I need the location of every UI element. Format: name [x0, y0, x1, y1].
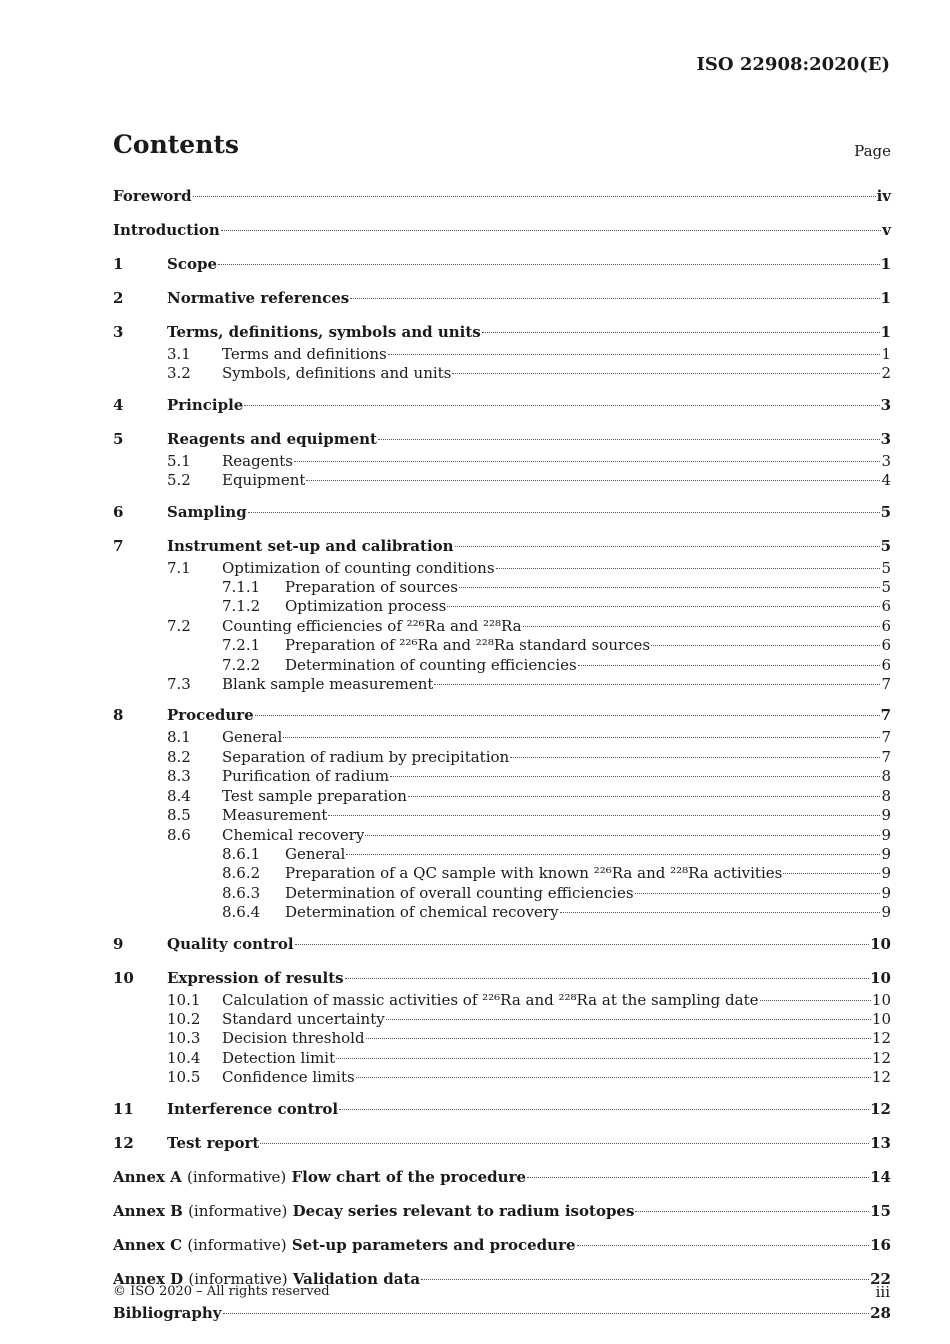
- toc-entry-page: 28: [870, 1303, 891, 1322]
- toc-entry-title: Terms, definitions, symbols and units: [167, 323, 481, 341]
- toc-entry[interactable]: [113, 471, 891, 490]
- toc-entry-page: 8: [881, 767, 891, 786]
- toc-entry-number: 8.5: [167, 806, 191, 825]
- toc-entry-number: 7.2.1: [222, 636, 261, 655]
- toc-entry-number: 3.2: [167, 364, 191, 383]
- toc-entry[interactable]: [113, 932, 891, 957]
- toc-entry[interactable]: [113, 252, 891, 277]
- toc-leader-dots: [390, 776, 880, 777]
- annex-title: Decay series relevant to radium isotopes: [292, 1201, 635, 1220]
- toc-entry[interactable]: [113, 286, 891, 311]
- toc-entry-number: 8: [113, 706, 124, 725]
- toc-entry-title: Bibliography: [113, 1303, 222, 1322]
- toc-leader-dots: [294, 461, 880, 462]
- toc-leader-dots: [248, 512, 880, 513]
- toc-entry[interactable]: [113, 636, 891, 655]
- toc-leader-dots: [578, 665, 881, 666]
- toc-entry-number: 4: [113, 395, 124, 414]
- toc-entry-title: Counting efficiencies of ²²⁶Ra and ²²⁸Ra: [222, 616, 522, 635]
- toc-entry-page: 9: [881, 864, 891, 883]
- toc-entry-page: 1: [880, 323, 891, 341]
- toc-entry-title: Determination of overall counting efficiencies: [285, 883, 634, 902]
- toc-leader-dots: [350, 298, 879, 299]
- toc-leader-dots: [455, 546, 880, 547]
- toc-leader-dots: [244, 405, 879, 406]
- toc-leader-dots: [421, 1279, 869, 1280]
- toc-leader-dots: [434, 684, 880, 685]
- toc-leader-dots: [346, 854, 880, 855]
- annex-label: Annex D: [113, 1269, 184, 1288]
- toc-entry-title: [113, 1233, 576, 1258]
- toc-entry-page: 10: [871, 990, 891, 1009]
- toc-entry-page: 22: [870, 1269, 891, 1288]
- toc-entry-number: 6: [113, 502, 124, 521]
- toc-entry-number: 7.1: [167, 558, 191, 577]
- toc-entry[interactable]: [113, 748, 891, 767]
- page-title: Contents: [113, 130, 240, 159]
- toc-leader-dots: [218, 264, 880, 265]
- toc-entry-page: 10: [870, 934, 891, 953]
- toc-entry-title: Normative references: [167, 289, 350, 307]
- toc-entry-number: 3.1: [167, 345, 191, 363]
- toc-entry-number: 2: [113, 289, 124, 307]
- toc-leader-dots: [459, 587, 880, 588]
- toc-entry-number: 10.4: [167, 1048, 201, 1067]
- toc-entry-number: 10.1: [167, 990, 201, 1009]
- toc-entry-page: 6: [881, 616, 891, 635]
- annex-label: Annex C: [113, 1235, 183, 1254]
- toc-leader-dots: [388, 354, 881, 355]
- toc-entry-page: 16: [870, 1235, 891, 1254]
- toc-leader-dots: [283, 737, 880, 738]
- toc-entry-number: 5: [113, 429, 124, 448]
- toc-entry-page: 3: [880, 429, 891, 448]
- toc-entry-title: Measurement: [222, 806, 328, 825]
- toc-entry-number: 5.2: [167, 471, 191, 490]
- toc-entry-number: 10: [113, 968, 134, 987]
- toc-entry[interactable]: [113, 559, 891, 578]
- toc-leader-dots: [356, 1077, 871, 1078]
- toc-entry[interactable]: [113, 845, 891, 864]
- toc-leader-dots: [523, 626, 881, 627]
- toc-entry-title: Confidence limits: [222, 1068, 355, 1087]
- toc-entry[interactable]: [113, 578, 891, 597]
- toc-entry-number: 8.1: [167, 728, 191, 747]
- toc-entry-page: 7: [881, 728, 891, 747]
- toc-entry[interactable]: [113, 903, 891, 922]
- table-of-contents: [113, 184, 891, 1326]
- toc-entry-page: 4: [881, 471, 891, 490]
- toc-entry[interactable]: [113, 452, 891, 471]
- toc-entry-number: 8.4: [167, 786, 191, 805]
- toc-entry[interactable]: [113, 991, 891, 1010]
- page-number: iii: [875, 1283, 890, 1301]
- toc-entry-title: Equipment: [222, 471, 306, 490]
- toc-entry-title: Determination of counting efficiencies: [285, 655, 577, 674]
- toc-entry-page: 12: [870, 1099, 891, 1118]
- toc-entry-title: Separation of radium by precipitation: [222, 747, 510, 766]
- toc-entry-title: Optimization process: [285, 597, 447, 616]
- toc-leader-dots: [527, 1177, 869, 1178]
- toc-entry-title: Interference control: [167, 1099, 339, 1118]
- toc-leader-dots: [336, 1058, 871, 1059]
- toc-leader-dots: [452, 373, 880, 374]
- toc-entry-title: Terms and definitions: [222, 345, 387, 363]
- toc-leader-dots: [328, 815, 880, 816]
- toc-entry[interactable]: [113, 617, 891, 636]
- toc-entry-number: 9: [113, 934, 124, 953]
- toc-entry-title: Reagents: [222, 451, 293, 470]
- toc-entry[interactable]: [113, 1010, 891, 1029]
- annex-type: (informative): [187, 1167, 287, 1186]
- toc-entry-page: 6: [881, 655, 891, 674]
- toc-entry-number: 10.2: [167, 1009, 201, 1028]
- toc-entry-title: Calculation of massic activities of ²²⁶Ra and ²²⁸Ra at the sampling date: [222, 990, 759, 1009]
- toc-entry-page: 12: [871, 1048, 891, 1067]
- page-column-label: Page: [854, 142, 891, 160]
- toc-entry-title: [113, 1199, 634, 1224]
- toc-entry[interactable]: [113, 826, 891, 845]
- toc-entry-page: 12: [871, 1029, 891, 1048]
- toc-leader-dots: [510, 757, 880, 758]
- annex-label: Annex A: [113, 1167, 182, 1186]
- toc-entry[interactable]: [113, 320, 891, 345]
- toc-leader-dots: [295, 944, 870, 945]
- toc-entry-page: 7: [881, 747, 891, 766]
- toc-entry-number: 7: [113, 536, 124, 555]
- toc-leader-dots: [408, 796, 881, 797]
- toc-entry-number: 8.3: [167, 767, 191, 786]
- toc-entry[interactable]: [113, 534, 891, 559]
- toc-entry-page: v: [882, 221, 891, 239]
- toc-entry-title: Preparation of a QC sample with known ²²⁶Ra and ²²⁸Ra activities: [285, 864, 783, 883]
- toc-entry-title: Foreword: [113, 187, 192, 205]
- toc-entry-number: 8.2: [167, 747, 191, 766]
- toc-entry-title: Test report: [167, 1133, 260, 1152]
- copyright-notice: © ISO 2020 – All rights reserved: [113, 1284, 330, 1299]
- toc-entry-number: 8.6.2: [222, 864, 261, 883]
- toc-entry[interactable]: [113, 767, 891, 786]
- toc-entry[interactable]: [113, 393, 891, 418]
- toc-entry-page: 5: [881, 578, 891, 597]
- toc-entry[interactable]: [113, 500, 891, 525]
- toc-entry-number: 8.6.4: [222, 903, 261, 922]
- toc-entry[interactable]: [113, 703, 891, 728]
- toc-entry-number: 8.6.3: [222, 883, 261, 902]
- toc-entry[interactable]: [113, 656, 891, 675]
- toc-leader-dots: [651, 645, 880, 646]
- toc-entry[interactable]: [113, 427, 891, 452]
- toc-entry[interactable]: [113, 1131, 891, 1156]
- toc-entry-page: 5: [880, 536, 891, 555]
- toc-leader-dots: [378, 439, 880, 440]
- toc-entry-number: 7.3: [167, 675, 191, 694]
- toc-entry-number: 3: [113, 323, 124, 341]
- toc-entry-page: 9: [881, 883, 891, 902]
- toc-leader-dots: [255, 715, 880, 716]
- toc-entry-page: 9: [881, 903, 891, 922]
- toc-entry-number: 7.1.1: [222, 578, 261, 597]
- toc-entry-page: 13: [870, 1133, 891, 1152]
- annex-type: (informative): [188, 1269, 288, 1288]
- annex-type: (informative): [187, 1235, 287, 1254]
- annex-label: Annex B: [113, 1201, 183, 1220]
- toc-entry-title: Symbols, definitions and units: [222, 364, 452, 383]
- toc-entry-title: Chemical recovery: [222, 825, 365, 844]
- toc-entry-page: 1: [880, 255, 891, 273]
- toc-leader-dots: [193, 196, 876, 197]
- toc-entry-title: Standard uncertainty: [222, 1009, 385, 1028]
- toc-entry-page: 5: [880, 502, 891, 521]
- toc-entry[interactable]: [113, 364, 891, 383]
- toc-entry-page: 2: [881, 364, 891, 383]
- toc-entry-number: 8.6.1: [222, 844, 261, 863]
- toc-leader-dots: [635, 1211, 869, 1212]
- toc-entry-page: 8: [881, 786, 891, 805]
- toc-entry[interactable]: [113, 864, 891, 883]
- toc-entry-page: 3: [880, 395, 891, 414]
- toc-leader-dots: [345, 978, 870, 979]
- toc-entry[interactable]: [113, 1029, 891, 1048]
- toc-entry[interactable]: [113, 1165, 891, 1190]
- toc-leader-dots: [221, 230, 881, 231]
- toc-entry[interactable]: [113, 787, 891, 806]
- toc-entry-page: 5: [881, 558, 891, 577]
- toc-entry-title: Purification of radium: [222, 767, 390, 786]
- toc-entry[interactable]: [113, 728, 891, 747]
- toc-entry-title: Procedure: [167, 706, 254, 725]
- toc-entry-page: 1: [881, 345, 891, 363]
- toc-leader-dots: [366, 1038, 871, 1039]
- toc-entry-title: Quality control: [167, 934, 294, 953]
- toc-entry-page: 6: [881, 597, 891, 616]
- toc-entry[interactable]: [113, 1068, 891, 1087]
- toc-entry-page: 12: [871, 1068, 891, 1087]
- toc-leader-dots: [496, 568, 881, 569]
- toc-entry[interactable]: [113, 218, 891, 243]
- toc-entry-page: 9: [881, 825, 891, 844]
- toc-entry-title: Preparation of sources: [285, 578, 458, 597]
- toc-entry-number: 12: [113, 1133, 134, 1152]
- annex-title: Flow chart of the procedure: [291, 1167, 527, 1186]
- toc-entry[interactable]: [113, 597, 891, 616]
- toc-entry-page: 15: [870, 1201, 891, 1220]
- toc-entry-number: 11: [113, 1099, 134, 1118]
- toc-entry-title: Instrument set-up and calibration: [167, 536, 454, 555]
- toc-entry-page: 7: [881, 675, 891, 694]
- toc-leader-dots: [306, 480, 880, 481]
- toc-entry-title: Expression of results: [167, 968, 344, 987]
- toc-leader-dots: [482, 332, 880, 333]
- toc-entry-page: 9: [881, 844, 891, 863]
- document-identifier: ISO 22908:2020(E): [696, 54, 890, 75]
- toc-entry-title: Scope: [167, 255, 218, 273]
- toc-entry-number: 7.1.2: [222, 597, 261, 616]
- toc-entry-title: General: [285, 844, 346, 863]
- toc-entry[interactable]: [113, 184, 891, 209]
- toc-entry-number: 1: [113, 255, 124, 273]
- toc-leader-dots: [365, 835, 880, 836]
- toc-entry-title: Test sample preparation: [222, 786, 407, 805]
- toc-entry-title: [113, 1165, 526, 1190]
- toc-entry-page: 3: [881, 451, 891, 470]
- toc-entry-page: 14: [870, 1167, 891, 1186]
- toc-entry-number: 10.3: [167, 1029, 201, 1048]
- toc-entry[interactable]: [113, 345, 891, 364]
- toc-leader-dots: [577, 1245, 870, 1246]
- toc-entry[interactable]: [113, 884, 891, 903]
- toc-entry[interactable]: [113, 1097, 891, 1122]
- annex-type: (informative): [188, 1201, 288, 1220]
- toc-leader-dots: [260, 1143, 869, 1144]
- toc-leader-dots: [760, 1000, 871, 1001]
- toc-entry-page: 10: [871, 1009, 891, 1028]
- toc-leader-dots: [447, 606, 880, 607]
- toc-entry-title: Determination of chemical recovery: [285, 903, 559, 922]
- toc-entry-title: Optimization of counting conditions: [222, 558, 495, 577]
- toc-entry-page: 9: [881, 806, 891, 825]
- toc-leader-dots: [560, 912, 881, 913]
- toc-entry[interactable]: [113, 1049, 891, 1068]
- toc-entry-number: 8.6: [167, 825, 191, 844]
- annex-title: Set-up parameters and procedure: [291, 1235, 576, 1254]
- annex-title: Validation data: [292, 1269, 421, 1288]
- toc-entry[interactable]: [113, 1199, 891, 1224]
- toc-entry-title: General: [222, 728, 283, 747]
- toc-leader-dots: [223, 1313, 870, 1314]
- toc-entry-page: 10: [870, 968, 891, 987]
- toc-leader-dots: [783, 873, 880, 874]
- toc-entry-page: 6: [881, 636, 891, 655]
- toc-entry-page: 1: [880, 289, 891, 307]
- toc-leader-dots: [635, 893, 881, 894]
- toc-entry-title: Preparation of ²²⁶Ra and ²²⁸Ra standard sources: [285, 636, 651, 655]
- toc-entry-number: 10.5: [167, 1068, 201, 1087]
- toc-leader-dots: [386, 1019, 871, 1020]
- toc-entry[interactable]: [113, 966, 891, 991]
- toc-entry[interactable]: [113, 1233, 891, 1258]
- toc-entry-page: iv: [876, 187, 891, 205]
- toc-entry-page: 7: [880, 706, 891, 725]
- toc-entry-title: Decision threshold: [222, 1029, 365, 1048]
- toc-entry-number: 7.2.2: [222, 655, 261, 674]
- toc-entry[interactable]: [113, 1301, 891, 1326]
- toc-entry[interactable]: [113, 675, 891, 694]
- toc-entry-number: 7.2: [167, 616, 191, 635]
- toc-entry-title: Blank sample measurement: [222, 675, 434, 694]
- toc-entry[interactable]: [113, 806, 891, 825]
- toc-entry-title: Detection limit: [222, 1048, 336, 1067]
- toc-entry-title: Principle: [167, 395, 244, 414]
- toc-entry-title: Introduction: [113, 221, 220, 239]
- toc-entry-number: 5.1: [167, 451, 191, 470]
- toc-leader-dots: [339, 1109, 869, 1110]
- toc-entry-title: Sampling: [167, 502, 247, 521]
- toc-entry-title: Reagents and equipment: [167, 429, 377, 448]
